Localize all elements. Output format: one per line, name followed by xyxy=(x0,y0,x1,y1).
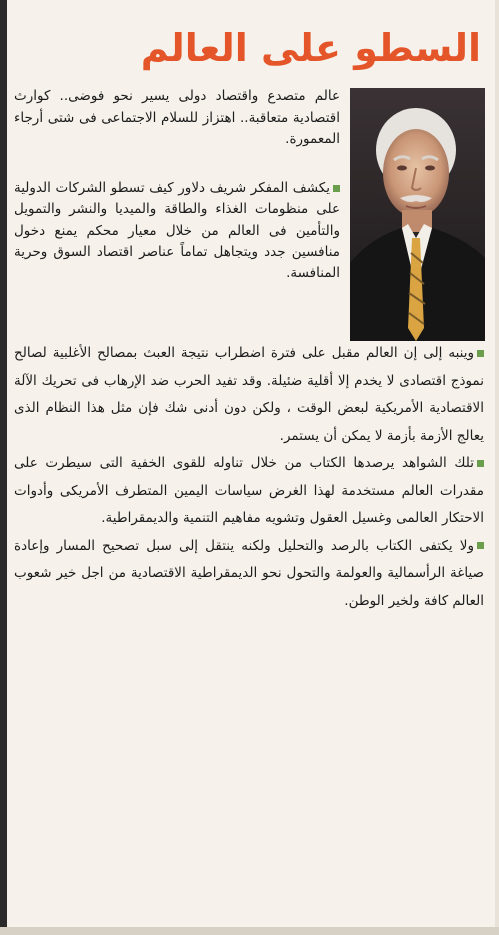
wide-column xyxy=(14,340,484,615)
paragraph-3 xyxy=(14,450,484,533)
intro-paragraph xyxy=(14,86,340,151)
paragraph-3-text: تلك الشواهد يرصدها الكتاب من خلال تناوله للقوى الخفية التى سيطرت على مقدرات العالم مستخدمة لهذا الغرض سياسات اليمين المتطرف الأمريكى وأدوات الاحتكار العالمى وغسيل العقول وتشويه مفاهيم التنمية والديمقراطية. xyxy=(14,455,484,526)
left-border-bar xyxy=(0,0,7,935)
paragraph-4 xyxy=(14,533,484,616)
bullet-square-icon xyxy=(477,460,484,467)
right-edge xyxy=(495,0,499,935)
bullet-square-icon xyxy=(333,185,340,192)
intro-text: عالم متصدع واقتصاد دولى يسير نحو فوضى.. كوارث اقتصادية متعاقبة.. اهتزاز للسلام الاجتماعى فى شتى أرجاء المعمورة. xyxy=(14,88,340,147)
author-portrait-image xyxy=(350,88,485,341)
bullet-square-icon xyxy=(477,350,484,357)
narrow-column xyxy=(14,178,340,284)
paragraph-1 xyxy=(14,178,340,284)
bullet-square-icon xyxy=(477,542,484,549)
paragraph-2-text: وينبه إلى إن العالم مقبل على فترة اضطراب نتيجة العبث بمصالح الأغلبية لصالح نموذج اقتصادى لا يخدم إلا أقلية ضئيلة. وقد تفيد الحرب ضد الإرهاب فى تحريك الآلة الاقتصادية الأمريكية لبعض الوقت ، ولكن دون أدنى شك فإن مثل هذا النظام الذى يعالج الأزمة بأزمة لا يمكن أن يستمر. xyxy=(14,345,484,444)
paragraph-2 xyxy=(14,340,484,450)
paragraph-1-text: يكشف المفكر شريف دلاور كيف تسطو الشركات الدولية على منظومات الغذاء والطاقة والميديا والنشر والتمويل والتأمين فى العالم من خلال معيار محكم يمنع دخول منافسين جدد ويتجاهل تماماً عناصر اقتصاد السوق وحرية المنافسة. xyxy=(14,180,340,282)
author-photo xyxy=(350,88,485,341)
paragraph-4-text: ولا يكتفى الكتاب بالرصد والتحليل ولكنه ينتقل إلى سبل تصحيح المسار وإعادة صياغة الرأسمالية والعولمة والتحول نحو الديمقراطية الاقتصادية من اجل خير شعوب العالم كافة ولخير الوطن. xyxy=(14,537,484,609)
article-title: السطو على العالم xyxy=(140,26,481,70)
bottom-border-bar xyxy=(0,927,499,935)
